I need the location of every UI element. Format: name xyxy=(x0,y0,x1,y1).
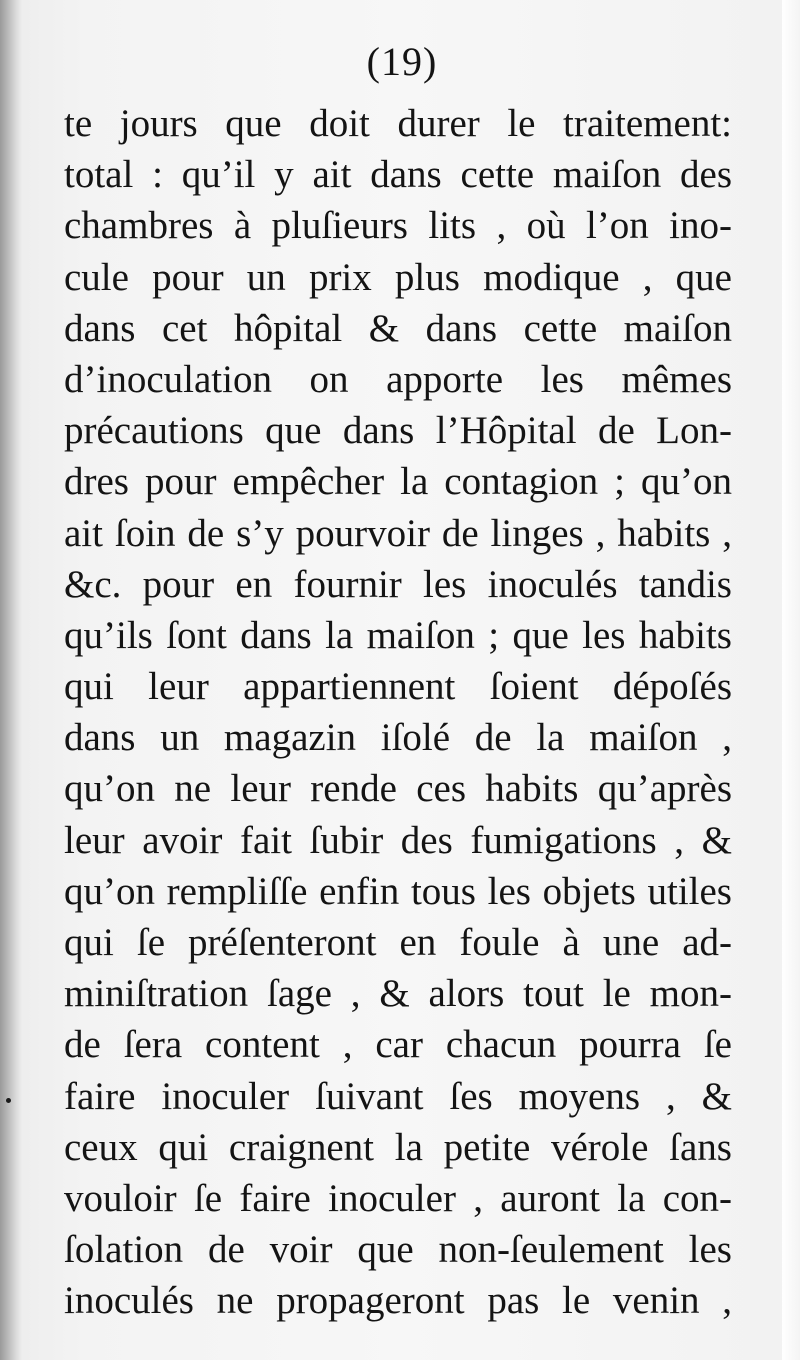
text-line: dans cet hôpital & dans cette maiſon xyxy=(64,306,732,350)
text-line: vouloir ſe faire inoculer , auront la con- xyxy=(64,1176,732,1220)
text-line: cule pour un prix plus modique , que xyxy=(64,255,732,299)
text-line: miniſtration ſage , & alors tout le mon- xyxy=(64,972,732,1016)
text-line: qui ſe préſenteront en foule à une ad- xyxy=(64,921,732,964)
text-line: inoculés ne propageront pas le venin , xyxy=(64,1279,732,1323)
text-line: qu’on ne leur rende ces habits qu’après xyxy=(64,767,732,811)
page-number: (19) xyxy=(366,39,438,84)
text-line: de ſera content , car chacun pourra ſe xyxy=(64,1023,732,1067)
text-line: précautions que dans l’Hôpital de Lon- xyxy=(64,409,732,453)
book-page xyxy=(22,0,782,1360)
text-line: qu’ils ſont dans la maiſon ; que les habits xyxy=(64,613,732,657)
text-line: &c. pour en fournir les inoculés tandis xyxy=(64,562,732,606)
text-line: d’inoculation on apporte les mêmes xyxy=(64,357,732,401)
ink-speck xyxy=(6,1098,11,1103)
scan-left-edge xyxy=(0,0,22,1360)
body-text xyxy=(64,98,732,1327)
text-line: ſolation de voir que non-ſeulement les xyxy=(64,1228,732,1272)
text-line: leur avoir fait ſubir des fumigations , & xyxy=(64,818,732,862)
text-line: qu’on rempliſſe enfin tous les objets utiles xyxy=(64,869,732,913)
text-line: total : qu’il y ait dans cette maiſon des xyxy=(64,153,732,197)
text-line: dans un magazin iſolé de la maiſon , xyxy=(64,716,732,760)
text-line: dres pour empêcher la contagion ; qu’on xyxy=(64,460,732,504)
scan-right-edge xyxy=(782,0,800,1360)
text-line: chambres à pluſieurs lits , où l’on ino- xyxy=(64,204,732,248)
text-line: qui leur appartiennent ſoient dépoſés xyxy=(64,665,732,709)
text-line: te jours que doit durer le traitement: xyxy=(64,102,732,145)
text-line: ait ſoin de s’y pourvoir de linges , habits , xyxy=(64,511,732,555)
text-line: faire inoculer ſuivant ſes moyens , & xyxy=(64,1074,732,1118)
text-line: ceux qui craignent la petite vérole ſans xyxy=(64,1125,732,1169)
